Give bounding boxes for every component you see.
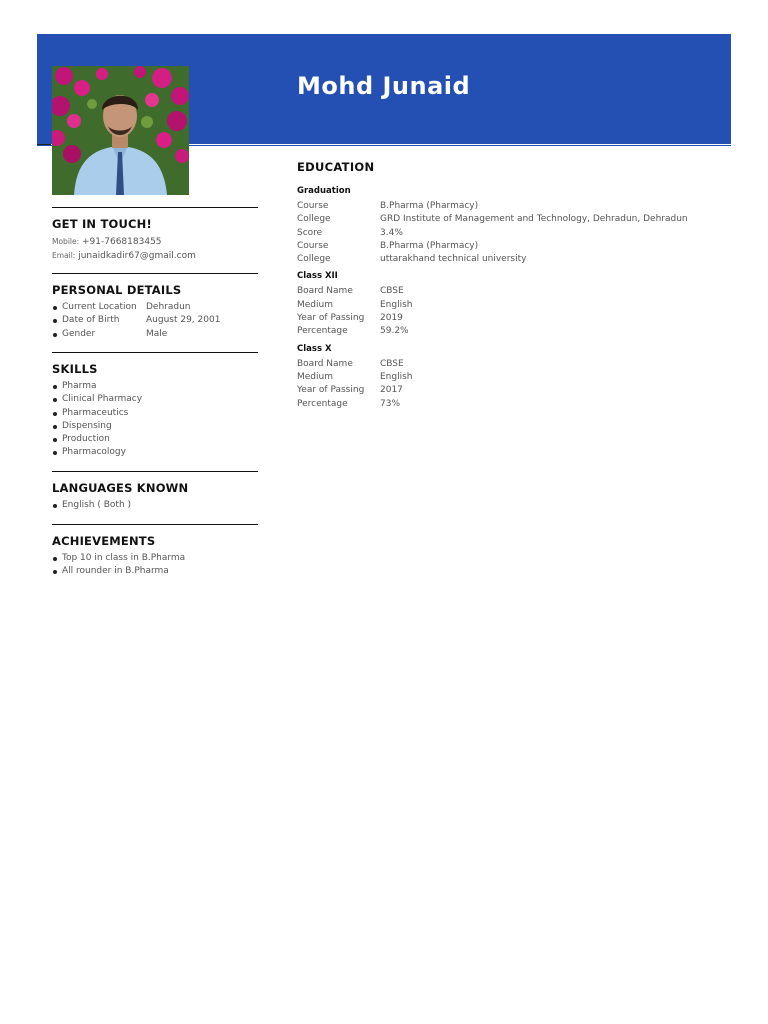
list-item: All rounder in B.Pharma — [52, 565, 258, 578]
row-label: College — [297, 254, 331, 265]
education-row — [297, 384, 727, 397]
section-divider — [52, 352, 258, 353]
row-label: Score — [297, 227, 323, 238]
row-label: Medium — [297, 371, 333, 382]
class-xii-title: Class XII — [297, 271, 338, 282]
row-value: 2019 — [380, 313, 403, 324]
row-label: Board Name — [297, 286, 353, 297]
section-divider — [52, 471, 258, 472]
row-value: 73% — [380, 398, 401, 409]
profile-photo — [52, 66, 189, 195]
list-item: English ( Both ) — [52, 499, 258, 512]
row-label: Course — [297, 240, 329, 251]
row-value: CBSE — [380, 358, 404, 369]
email-label: Email: — [52, 251, 76, 260]
list-item — [52, 314, 258, 327]
list-item: Production — [52, 433, 258, 446]
achievements-title: ACHIEVEMENTS — [52, 534, 156, 548]
class-xii-group — [297, 270, 727, 338]
skills-section — [52, 352, 258, 460]
list-item: Pharmacology — [52, 446, 258, 459]
section-divider — [52, 273, 258, 274]
list-item: Pharmaceutics — [52, 407, 258, 420]
education-row — [297, 371, 727, 384]
email-line — [52, 249, 258, 263]
detail-label: Date of Birth — [62, 315, 120, 326]
languages-title: LANGUAGES KNOWN — [52, 481, 189, 495]
row-label: Year of Passing — [297, 313, 365, 324]
skills-title: SKILLS — [52, 362, 98, 376]
row-value: B.Pharma (Pharmacy) — [380, 240, 479, 251]
languages-list — [52, 499, 258, 512]
graduation-group — [297, 185, 727, 266]
education-row — [297, 299, 727, 312]
row-label: Year of Passing — [297, 385, 365, 396]
list-item — [52, 328, 258, 341]
row-value: English — [380, 371, 413, 382]
education-row — [297, 213, 727, 226]
education-title: EDUCATION — [297, 160, 375, 174]
class-x-group — [297, 343, 727, 411]
detail-value: August 29, 2001 — [146, 315, 221, 326]
row-value: uttarakhand technical university — [380, 254, 527, 265]
detail-label: Gender — [62, 328, 96, 339]
list-item: Top 10 in class in B.Pharma — [52, 552, 258, 565]
skills-list — [52, 380, 258, 460]
detail-value: Male — [146, 328, 168, 339]
graduation-title: Graduation — [297, 186, 351, 196]
row-label: Percentage — [297, 326, 348, 337]
mobile-value: +91-7668183455 — [82, 237, 162, 247]
education-row — [297, 285, 727, 298]
email-value: junaidkadir67@gmail.com — [78, 251, 196, 261]
list-item: Clinical Pharmacy — [52, 393, 258, 406]
achievements-section — [52, 524, 258, 579]
education-row — [297, 398, 727, 411]
mobile-label: Mobile: — [52, 237, 80, 246]
personal-details-title: PERSONAL DETAILS — [52, 283, 182, 297]
row-value: 2017 — [380, 385, 403, 396]
contact-section — [52, 207, 258, 263]
row-value: CBSE — [380, 286, 404, 297]
detail-label: Current Location — [62, 302, 137, 312]
education-row — [297, 227, 727, 240]
row-value: GRD Institute of Management and Technology, Dehradun, Dehradun — [380, 214, 688, 225]
section-divider — [52, 524, 258, 525]
row-label: Board Name — [297, 358, 353, 369]
mobile-line — [52, 235, 258, 249]
list-item: Pharma — [52, 380, 258, 393]
personal-details-list — [52, 301, 258, 341]
section-divider — [52, 207, 258, 208]
personal-details-section — [52, 273, 258, 341]
class-x-title: Class X — [297, 343, 332, 354]
education-row — [297, 200, 727, 213]
row-value: 59.2% — [380, 326, 409, 337]
list-item: Dispensing — [52, 420, 258, 433]
education-row — [297, 358, 727, 371]
header-left-divider — [37, 144, 51, 145]
education-row — [297, 325, 727, 338]
row-value: B.Pharma (Pharmacy) — [380, 201, 479, 211]
row-label: Percentage — [297, 398, 348, 409]
row-value: English — [380, 299, 413, 310]
row-value: 3.4% — [380, 227, 403, 238]
candidate-name: Mohd Junaid — [297, 72, 471, 100]
languages-section — [52, 471, 258, 512]
education-row — [297, 240, 727, 253]
education-section — [297, 160, 727, 415]
contact-title: GET IN TOUCH! — [52, 217, 152, 231]
list-item — [52, 301, 258, 314]
detail-value: Dehradun — [146, 302, 191, 312]
row-label: Course — [297, 201, 329, 211]
row-label: College — [297, 214, 331, 225]
achievements-list — [52, 552, 258, 579]
row-label: Medium — [297, 299, 333, 310]
education-row — [297, 312, 727, 325]
education-row — [297, 253, 727, 266]
